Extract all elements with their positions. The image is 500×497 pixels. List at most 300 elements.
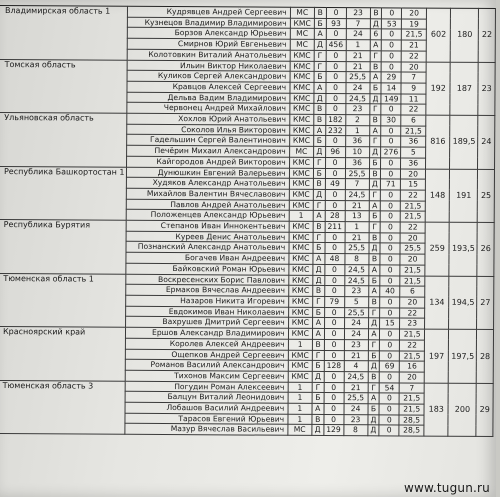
sector-1: В [314,114,326,125]
sector-1: Г [313,296,325,307]
fish-weight-2: 0 [381,190,401,201]
team-place-sum: 197,5 [449,329,477,383]
sector-1: Б [314,18,326,29]
athlete-name: Тихонов Максим Сергеевич [125,370,288,382]
athlete-rank: КМС [289,114,313,125]
athlete-name: Евдокимов Иван Николаевич [125,306,288,318]
points-2: 21,5 [400,276,425,287]
sector-2: В [369,233,381,244]
fish-weight-2: 0 [381,168,401,179]
fish-weight-2: 0 [379,415,399,426]
sector-2: В [370,61,382,72]
fish-weight-1: 0 [324,329,344,340]
points-1: 21 [346,50,370,61]
points-1: 8 [344,254,368,265]
fish-weight-1: 28 [325,211,345,222]
athlete-name: Кузнецов Владимир Владимирович [127,17,290,29]
athlete-rank: КМС [290,18,314,29]
points-2: 7 [401,72,426,83]
results-table [0,5,496,437]
fish-weight-1: 49 [325,179,345,190]
athlete-rank: КМС [289,200,313,211]
sector-1: Д [314,40,326,51]
athlete-name: Михайлов Валентин Вячеславович [126,188,289,200]
points-2: 28,5 [399,425,424,436]
fish-weight-2: 0 [381,158,401,169]
team-place-sum: 187 [450,62,478,116]
athlete-name: Хохлов Юрий Анатольевич [126,113,289,125]
athlete-rank: КМС [289,168,313,179]
sector-1: Г [314,50,326,61]
team-place-sum: 191 [450,169,478,223]
sector-1: Д [313,275,325,286]
athlete-name: Назаров Никита Игоревич [125,295,288,307]
fish-weight-1: 0 [325,104,345,115]
sector-2: Г [369,222,381,233]
sector-1: Д [314,93,326,104]
points-2: 20 [401,168,426,179]
fish-weight-2: 0 [381,200,401,211]
points-2: 7 [399,383,424,394]
points-1: 23 [345,104,369,115]
points-1: 7 [346,18,370,29]
points-1: 5 [344,297,368,308]
athlete-rank: МС [290,39,314,50]
points-2: 23 [400,318,425,329]
athlete-rank: КМС [289,157,313,168]
sector-2: В [368,297,380,308]
sector-1: В [313,221,325,232]
points-1: 24,5 [344,372,368,383]
table-row [0,5,495,19]
sector-2: В [369,115,381,126]
points-1: 8 [343,425,367,436]
points-2: 21,5 [401,201,426,212]
sector-2: Г [369,190,381,201]
points-1: 21 [344,350,368,361]
table-row [0,166,495,180]
fish-weight-1: 0 [324,264,344,275]
team-total-weight: 197 [424,329,449,383]
fish-weight-1: 128 [324,361,344,372]
athlete-rank: КМС [288,350,312,361]
sector-2: А [368,393,380,404]
points-2: 22 [401,104,426,115]
fish-weight-1: 0 [324,318,344,329]
sector-1: В [314,7,326,18]
table-row [0,113,495,127]
fish-weight-2: 0 [379,425,399,436]
team-place: 25 [478,169,495,223]
points-2: 28,5 [399,415,424,426]
athlete-name: Воскресенских Борис Павлович [125,274,288,286]
sector-1: Г [312,382,324,393]
sector-2: Д [368,361,380,372]
fish-weight-1: 0 [324,382,344,393]
sector-1: Б [314,136,326,147]
team-region: Тюменская область 3 [0,380,125,434]
fish-weight-2: 53 [382,19,402,30]
sector-1: А [312,403,324,414]
athlete-rank: КМС [290,104,314,115]
fish-weight-2: 0 [381,126,401,137]
fish-weight-2: 0 [380,372,400,383]
points-1: 7 [345,179,369,190]
fish-weight-1: 0 [325,157,345,168]
fish-weight-1: 0 [326,72,346,83]
fish-weight-1: 0 [325,200,345,211]
team-total-weight: 134 [425,276,450,330]
team-place-sum: 194,5 [449,276,477,330]
sector-1: Д [313,264,325,275]
sector-1: Д [312,425,324,436]
sector-2: А [368,265,380,276]
sector-1: Б [313,168,325,179]
team-place: 24 [478,115,495,169]
athlete-name: Кудрявцев Андрей Сергеевич [127,6,290,18]
sector-2: Б [368,404,380,415]
points-1: 23 [343,414,367,425]
team-place-sum: 180 [451,8,479,62]
points-1: 24,5 [345,93,369,104]
athlete-name: Богачев Иван Андреевич [125,252,288,264]
fish-weight-2: 0 [381,211,401,222]
athlete-name: Соколов Илья Викторович [126,124,289,136]
athlete-rank: КМС [288,328,312,339]
sector-2: Б [370,83,382,94]
team-total-weight: 816 [426,115,451,169]
points-1: 24 [344,329,368,340]
points-1: 24 [346,29,370,40]
team-place-sum: 200 [448,383,476,437]
fish-weight-2: 0 [380,340,400,351]
athlete-rank: КМС [289,179,313,190]
athlete-name: Кравцов Алексей Сергеевич [127,81,290,93]
fish-weight-2: 0 [382,51,402,62]
fish-weight-2: 69 [380,361,400,372]
athlete-rank: КМС [288,296,312,307]
sector-2: Д [369,147,381,158]
fish-weight-1: 0 [324,286,344,297]
athlete-name: Королев Алексей Андреевич [125,338,288,350]
fish-weight-1: 79 [324,296,344,307]
fish-weight-2: 0 [380,275,400,286]
athlete-name: Ершов Александр Владимирович [125,327,288,339]
athlete-rank: КМС [289,189,313,200]
fish-weight-2: 0 [380,329,400,340]
table-row [0,59,495,73]
points-2: 20 [399,372,424,383]
points-1: 24 [344,318,368,329]
fish-weight-1: 0 [324,307,344,318]
fish-weight-1: 182 [325,115,345,126]
points-2: 21,5 [401,126,426,137]
fish-weight-2: 30 [381,115,401,126]
team-total-weight: 192 [426,62,451,116]
points-1: 1 [345,125,369,136]
athlete-rank: КМС [288,275,312,286]
sector-1: Д [313,147,325,158]
sector-1: А [314,125,326,136]
points-2: 20 [400,297,425,308]
points-2: 22 [400,340,425,351]
fish-weight-1: 456 [326,40,346,51]
athlete-rank: КМС [290,61,314,72]
athlete-name: Червонец Андрей Михайлович [126,103,289,115]
athlete-rank: КМС [289,232,313,243]
team-region: Томская область [0,59,127,113]
athlete-rank: КМС [289,253,313,264]
athlete-name: Худяков Александр Анатольевич [126,178,289,190]
points-1: 25,5 [345,243,369,254]
athlete-rank: КМС [290,82,314,93]
fish-weight-1: 0 [324,414,344,425]
sector-2: Д [368,425,380,436]
athlete-rank: КМС [289,136,313,147]
sector-2: Б [368,275,380,286]
points-2: 21,5 [400,265,425,276]
points-1: 23 [344,286,368,297]
sector-2: Д [369,243,381,254]
sector-2: А [368,329,380,340]
fish-weight-1: 129 [324,425,344,436]
team-region: Тюменская область 1 [0,273,125,327]
fish-weight-1: 0 [324,404,344,415]
sector-2: Д [368,318,380,329]
team-place: 26 [477,222,494,276]
fish-weight-1: 0 [324,339,344,350]
sector-1: В [314,104,326,115]
points-2: 19 [402,19,427,30]
points-2: 11 [401,94,426,105]
athlete-name: Павлов Андрей Анатольевич [126,199,289,211]
sector-2: Д [369,179,381,190]
points-2: 9 [401,83,426,94]
fish-weight-1: 0 [324,371,344,382]
fish-weight-2: 29 [381,72,401,83]
points-2: 22 [400,308,425,319]
sector-1: В [312,414,324,425]
fish-weight-1: 0 [326,50,346,61]
athlete-name: Колотовкин Виталий Анатольевич [127,49,290,61]
sector-1: В [312,339,324,350]
athlete-rank: 1 [288,414,312,425]
team-place-sum: 189,5 [450,115,478,169]
sector-2: Д [370,93,382,104]
team-total-weight: 259 [425,222,450,276]
fish-weight-1: 93 [326,18,346,29]
fish-weight-1: 96 [325,147,345,158]
points-1: 21 [346,61,370,72]
fish-weight-1: 0 [324,350,344,361]
athlete-name: Ильин Виктор Николаевич [127,60,290,72]
athlete-name: Познанский Александр Анатольевич [126,242,289,254]
points-2: 21,5 [400,350,425,361]
athlete-name: Смирнов Юрий Евгеньевич [127,38,290,50]
team-region: Республика Бурятия [0,220,126,274]
sector-1: В [313,286,325,297]
athlete-name: Тарасов Евгений Юрьевич [124,413,287,425]
points-2: 21 [402,40,427,51]
team-region: Республика Башкортостан 1 [0,166,126,220]
points-2: 22 [401,51,426,62]
fish-weight-2: 149 [381,93,401,104]
fish-weight-2: 0 [381,61,401,72]
results-table-body [0,5,495,436]
athlete-rank: МС [289,146,313,157]
points-2: 20 [400,233,425,244]
team-total-weight: 602 [426,8,451,62]
athlete-name: Борзов Александр Юрьевич [127,28,290,40]
athlete-rank: КМС [290,93,314,104]
watermark: www.tugun.ru [403,481,490,495]
fish-weight-1: 0 [326,7,346,18]
athlete-name: Ермаков Вячеслав Андреевич [125,285,288,297]
fish-weight-1: 232 [325,125,345,136]
athlete-rank: МС [290,29,314,40]
athlete-rank: 1 [289,211,313,222]
points-2: 22 [400,222,425,233]
team-region: Ульяновская область [0,113,126,167]
points-2: 5 [401,147,426,158]
athlete-name: Степанов Иван Иннокентьевич [126,220,289,232]
points-2: 15 [401,179,426,190]
points-2: 36 [401,136,426,147]
sector-1: Г [312,350,324,361]
fish-weight-2: 0 [380,297,400,308]
athlete-rank: КМС [289,264,313,275]
sector-1: Б [314,72,326,83]
team-place: 23 [478,62,495,116]
sector-2: В [369,254,381,265]
points-2: 20 [401,61,426,72]
fish-weight-1: 0 [325,243,345,254]
team-place: 22 [479,8,496,62]
points-1: 24,5 [344,275,368,286]
athlete-rank: МС [288,425,312,436]
athlete-name: Куреев Денис Анатольевич [126,231,289,243]
sector-1: А [312,329,324,340]
team-place: 28 [477,330,494,384]
points-2: 20 [400,254,425,265]
athlete-name: Балцун Виталий Леонидович [125,392,288,404]
sector-2: А [369,200,381,211]
fish-weight-2: 0 [381,136,401,147]
athlete-rank: 1 [288,339,312,350]
sector-2: А [370,72,382,83]
team-place-sum: 193,5 [449,222,477,276]
team-total-weight: 183 [424,383,449,437]
fish-weight-1: 0 [326,82,346,93]
points-2: 6 [401,115,426,126]
sector-1: Д [313,189,325,200]
points-2: 6 [400,286,425,297]
team-place: 29 [476,383,493,437]
points-1: 1 [345,222,369,233]
sector-2: Г [368,382,380,393]
fish-weight-2: 0 [379,393,399,404]
athlete-name: Романов Василий Александрович [125,359,288,371]
athlete-rank: КМС [290,50,314,61]
points-2: 36 [401,158,426,169]
athlete-name: Лобашов Василий Андреевич [125,402,288,414]
fish-weight-2: 71 [381,179,401,190]
fish-weight-1: 0 [326,61,346,72]
points-1: 25,5 [345,168,369,179]
athlete-name: Ощепков Андрей Сергеевич [125,349,288,361]
fish-weight-2: 0 [380,350,400,361]
athlete-rank: КМС [289,243,313,254]
sector-2: Б [369,158,381,169]
athlete-name: Печёрин Михаил Александрович [126,145,289,157]
fish-weight-1: 211 [325,222,345,233]
sector-2: В [370,8,382,19]
sector-1: Д [312,371,324,382]
fish-weight-1: 48 [325,254,345,265]
athlete-rank: КМС [288,360,312,371]
points-1: 24 [344,404,368,415]
points-1: 4 [344,361,368,372]
fish-weight-2: 0 [380,243,400,254]
fish-weight-1: 0 [325,189,345,200]
team-region: Красноярский край [0,327,125,381]
sector-2: Б [368,350,380,361]
sector-1: Б [312,393,324,404]
team-total-weight: 148 [425,169,450,223]
athlete-name: Дельва Вадим Владимирович [126,92,289,104]
fish-weight-2: 0 [380,222,400,233]
fish-weight-2: 40 [380,286,400,297]
points-1: 23 [346,8,370,19]
sector-2: В [368,372,380,383]
table-row [0,327,494,341]
athlete-name: Гадельшин Сергей Валентинович [126,135,289,147]
sector-1: А [314,82,326,93]
sector-1: Г [313,200,325,211]
fish-weight-2: 0 [380,265,400,276]
sector-2: Г [369,104,381,115]
points-2: 21,5 [400,211,425,222]
sector-1: А [313,211,325,222]
fish-weight-2: 0 [381,104,401,115]
athlete-rank: КМС [288,307,312,318]
fish-weight-2: 0 [380,233,400,244]
athlete-rank: 1 [288,393,312,404]
sector-2: Д [370,18,382,29]
points-1: 24,5 [344,264,368,275]
athlete-name: Дунюшкин Евгений Валерьевич [126,167,289,179]
athlete-rank: КМС [289,125,313,136]
sector-1: Г [313,157,325,168]
table-row [0,380,493,394]
fish-weight-1: 0 [326,29,346,40]
sector-2: Г [368,307,380,318]
sector-2: Д [368,414,380,425]
points-2: 20 [402,8,427,19]
fish-weight-2: 0 [379,404,399,415]
team-place: 27 [477,276,494,330]
fish-weight-1: 0 [324,275,344,286]
points-1: 2 [345,115,369,126]
points-1: 23 [344,339,368,350]
fish-weight-1: 0 [325,168,345,179]
fish-weight-2: 0 [382,40,402,51]
sector-2: 6 [370,29,382,40]
fish-weight-2: 54 [380,382,400,393]
sector-2: А [368,286,380,297]
fish-weight-2: 0 [382,8,402,19]
athlete-name: Байковский Роман Юрьевич [125,263,288,275]
